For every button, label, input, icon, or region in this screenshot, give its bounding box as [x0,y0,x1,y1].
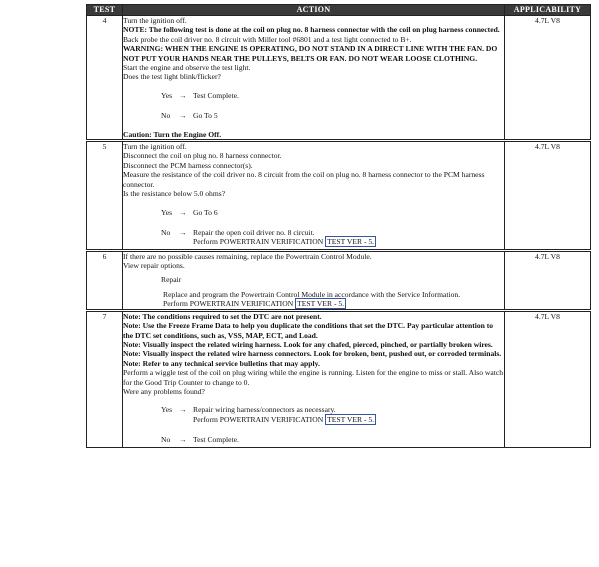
arrow-icon: → [179,90,187,100]
question-line: Does the test light blink/flicker? [123,72,221,82]
no-option: No → Test Complete. [161,435,239,445]
action-line: Perform a wiggle test of the coil on plug wiring while the engine is running. Listen for the engine to miss or stall. Also watch for the Good Trip Counter to change to 0. [123,368,504,387]
action-line: Disconnect the coil on plug no. 8 harness connector. [123,151,282,161]
table-header [87,5,591,16]
test-number: 5 [87,141,123,251]
header-applicability: APPLICABILITY [505,5,591,16]
action-line: Measure the resistance of the coil driver no. 8 circuit from the coil on plug no. 8 harness connector to the PCM harness connector. [123,170,485,189]
test-number: 7 [87,310,123,447]
action-cell [123,310,505,447]
applicability-cell: 4.7L V8 [505,310,591,447]
note-line: Note: Use the Freeze Frame Data to help you duplicate the conditions that set the DTC. Pay particular attention to the DTC set conditions, such as, VSS, MAP, ECT, and Load. [123,321,494,340]
note-line: Note: Visually inspect the related wire harness connectors. Look for broken, bent, pushed out, or corroded terminals. [123,349,502,359]
test-ver-link[interactable]: TEST VER - 5. [297,299,345,309]
diagnostic-table [86,4,591,448]
table-row [87,16,591,141]
table-row [87,141,591,251]
arrow-icon: → [179,207,187,217]
note-line: NOTE: The following test is done at the coil on plug no. 8 harness connector with the coil on plug harness connected. [123,25,500,35]
yes-option: Yes → Repair wiring harness/connectors as necessary. Perform POWERTRAIN VERIFICATION TEST VER - 5. [161,405,375,424]
action-cell [123,16,505,141]
test-ver-link[interactable]: TEST VER - 5. [327,237,375,247]
table-row [87,310,591,447]
warning-line: WARNING: WHEN THE ENGINE IS OPERATING, DO NOT STAND IN A DIRECT LINE WITH THE FAN. DO NOT PUT YOUR HANDS NEAR THE PULLEYS, BELTS OR FAN. DO NOT WEAR LOOSE CLOTHING. [123,44,498,63]
caution-line: Caution: Turn the Engine Off. [123,129,222,139]
table-row [87,250,591,310]
action-line: Turn the ignition off. [123,142,187,152]
arrow-icon: → [179,405,187,415]
arrow-icon: → [179,435,187,445]
applicability-cell: 4.7L V8 [505,141,591,251]
action-line: Turn the ignition off. [123,16,187,25]
repair-label: Repair [161,274,182,284]
no-option: No → Go To 5 [161,111,218,121]
note-line: Note: The conditions required to set the DTC are not present. [123,311,322,321]
no-option: No → Repair the open coil driver no. 8 circuit. Perform POWERTRAIN VERIFICATION TEST VER - 5. [161,227,375,247]
yes-option: Yes → Test Complete. [161,90,239,100]
question-line: Were any problems found? [123,387,205,396]
action-line: If there are no possible causes remaining, replace the Powertrain Control Module. [123,251,372,261]
arrow-icon: → [179,227,187,237]
note-line: Note: Refer to any technical service bulletins that may apply. [123,358,320,368]
action-line: Back probe the coil driver no. 8 circuit with Miller tool #6801 and a test light connected to B+. [123,34,412,44]
action-line: Start the engine and observe the test light. [123,63,251,73]
test-number: 4 [87,16,123,141]
yes-option: Yes → Go To 6 [161,207,218,217]
applicability-cell: 4.7L V8 [505,250,591,310]
test-ver-link[interactable]: TEST VER - 5. [327,414,375,424]
repair-body: Replace and program the Powertrain Control Module in accordance with the Service Information. Perform POWERTRAIN VERIFICATION TEST VER - 5. [163,289,461,309]
question-line: Is the resistance below 5.0 ohms? [123,189,226,199]
note-line: Note: Visually inspect the related wiring harness. Look for any chafed, pierced, pinched, or partially broken wires. [123,339,493,349]
header-test: TEST [87,5,123,16]
arrow-icon: → [179,111,187,121]
action-line: Disconnect the PCM harness connector(s). [123,160,253,170]
test-number: 6 [87,250,123,310]
action-cell [123,250,505,310]
action-cell [123,141,505,251]
applicability-cell: 4.7L V8 [505,16,591,141]
action-line: View repair options. [123,261,185,271]
header-action: ACTION [123,5,505,16]
